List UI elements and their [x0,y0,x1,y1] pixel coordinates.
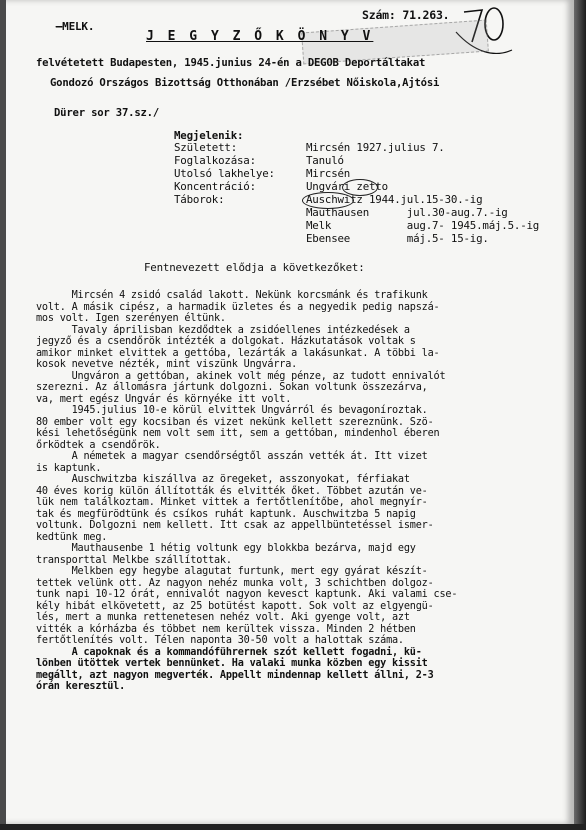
page-edge [574,0,586,830]
field-value: Mauthausen jul.30-aug.7.-ig [306,206,508,219]
field-value: Tanuló [306,154,344,167]
body-line: 1945.julius 10-e körül elvittek Ungvárról és bevagoníroztak. [36,405,428,416]
field-label: Koncentráció: [174,180,256,193]
body-line: Ungváron a gettóban, akinek volt még pénze, az tudott ennivalót [36,370,446,382]
body-line: tak és megfürödtünk és csíkos ruhát kaptunk. Auschwitzba 5 napig [36,508,416,520]
field-label: Született: [174,141,238,154]
body-line: Auschwitzba kiszállva az öregeket, asszonyokat, férfiakat [36,474,410,485]
field-label: Megjelenik: [174,129,244,142]
body-line: Melkben egy hegybe alagutat furtunk, mert egy gyárat készít- [36,566,428,577]
body-line: megállt, azt nagyon megverték. Appellt mindennap kellett állni, 2-3 [36,669,434,681]
intro-line-1: felvétetett Budapesten, 1945.junius 24-én a DEGOB Deportáltakat [36,57,426,69]
document-number: Szám: 71.263. [362,8,450,22]
subheading: Fentnevezett elődja a következőket: [144,261,365,274]
body-line: jegyző és a csendőrök intézték a dolgokat. Házkutatások voltak s [36,336,416,347]
document-title: J E G Y Z Ő K Ö N Y V [146,29,374,44]
body-line: 80 ember volt egy kocsiban és vizet nekünk kellett szereznünk. Szö- [36,416,434,428]
body-line: mos volt. Igen szerényen éltünk. [36,313,226,324]
body-line: is kaptunk. [36,462,102,474]
field-value: Melk aug.7- 1945.máj.5.-ig [306,219,540,232]
body-line: voltunk. Dolgozni nem kellett. Itt csak az appellbüntetéssel ismer- [36,520,434,531]
body-line: kedtünk meg. [36,531,108,543]
body-line: lés, mert a munka rettenetesen nehéz volt. Aki gyenge volt, azt [36,612,410,623]
body-line: szerezni. Az állomásra jártunk dolgozni. Sokan voltunk összezárva, [36,382,428,393]
body-line: amikor minket elvittek a gettóba, lezárták a lakásunkat. A többi la- [36,347,440,359]
body-line: A capoknak és a kommandóführernek szót kellett fogadni, kü- [36,646,422,658]
body-line: Tavaly áprilisban kezdődtek a zsidóellenes intézkedések a [36,324,410,336]
intro-line-2: Gondozó Országos Bizottság Otthonában /Erzsébet Nőiskola,Ajtósi [50,77,440,89]
body-line: Mircsén 4 zsidó család lakott. Nekünk korcsmánk és trafikunk [36,290,428,301]
body-line: A németek a magyar csendőrségtől asszán vették át. Itt vizet [36,451,428,462]
field-value: Ungvári zetto [306,180,388,193]
body-line: kosok nevetve nézték, mint viszünk Ungvárra. [36,359,298,370]
body-line: fertőtlenítés volt. Télen naponta 30-50 volt a halottak száma. [36,635,404,646]
body-line: kési lehetőségünk nem volt sem itt, sem a gettóban, mindenhol éberen [36,428,440,439]
field-label: Utolsó lakhelye: [174,167,275,180]
document-page [6,0,574,824]
body-line: tettek velünk ott. Az nagyon nehéz munka volt, 3 schichtben dolgoz- [36,577,434,589]
intro-line-3: Dürer sor 37.sz./ [54,107,160,119]
page-edge [0,824,586,830]
body-line: tunk napi 10-12 órát, ennivalót nagyon kevesct kaptunk. Aki valami cse- [36,589,458,600]
body-line: lönben ütöttek vertek bennünket. Ha valaki munka közben egy kissit [36,658,428,669]
body-line: órán keresztül. [36,681,126,692]
body-line: vitték a kórházba és többet nem kerültek vissza. Minden 2 hétben [36,623,416,635]
body-line: őrködtek a csendőrök. [36,439,161,451]
body-line: va, mert egész Ungvár és környéke itt volt. [36,393,292,405]
body-line: Mauthausenbe 1 hétig voltunk egy blokkba bezárva, majd egy [36,543,416,554]
body-line: lük nem találkoztam. Minket vittek a fertőtlenítőbe, ahol megnyír- [36,497,428,508]
place-header: —MELK. [55,20,95,33]
field-label: Foglalkozása: [174,154,256,167]
body-line: volt. A másik cipész, a harmadik üzletes és a negyedik pedig napszá- [36,301,440,313]
field-label: Táborok: [174,193,225,206]
body-line: 40 éves korig külön állították és elvitték őket. Többet azután ve- [36,485,428,497]
field-value: Mircsén 1927.julius 7. [306,141,445,154]
field-value: Auschwitz 1944.jul.15-30.-ig [306,193,483,206]
body-line: kély hibát elkövetett, az 25 botütést kapott. Sok volt az elgyengü- [36,600,434,612]
field-value: Mircsén [306,167,351,180]
field-value: Ebensee máj.5- 15-ig. [306,232,489,245]
body-line: transporttal Melkbe szállítottak. [36,554,232,566]
